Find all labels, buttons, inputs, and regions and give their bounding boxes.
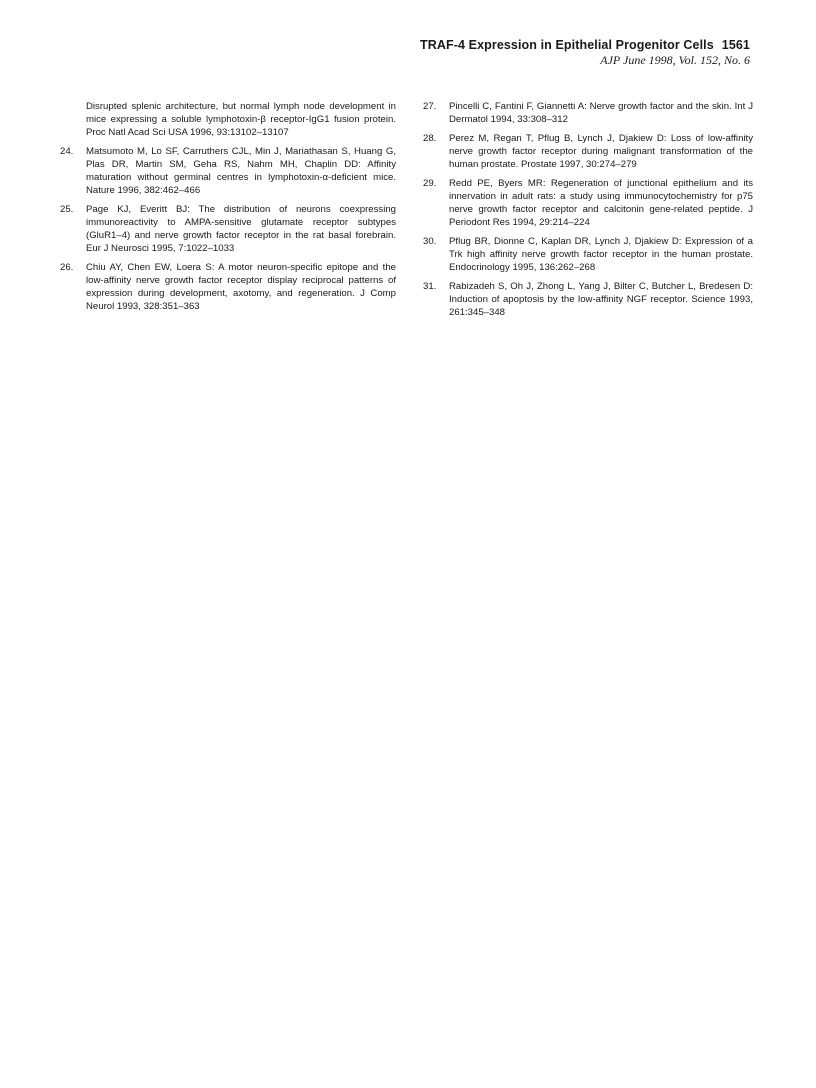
reference-number: 30.	[423, 236, 437, 247]
reference-entry	[423, 235, 753, 274]
journal-citation: AJP June 1998, Vol. 152, No. 6	[600, 53, 750, 67]
reference-number: 25.	[60, 204, 74, 215]
reference-text: Rabizadeh S, Oh J, Zhong L, Yang J, Bilter C, Butcher L, Bredesen D: Induction of apoptosis by the low-affinity NGF receptor. Science 1993, 261:345–348	[449, 281, 753, 318]
left-column	[60, 100, 396, 319]
reference-number: 26.	[60, 262, 74, 273]
running-head	[330, 38, 750, 67]
reference-text: Page KJ, Everitt BJ: The distribution of neurons coexpressing immunoreactivity to AMPA-sensitive glutamate receptor subtypes (GluR1–4) and nerve growth factor receptor in the rat basal forebrain. Eur J Neurosci 1995, 7:1022–1033	[86, 204, 396, 254]
reference-entry	[60, 145, 396, 197]
reference-entry	[60, 261, 396, 313]
reference-entry	[423, 100, 753, 126]
running-title: TRAF-4 Expression in Epithelial Progenitor Cells	[420, 38, 714, 52]
reference-entry	[60, 203, 396, 255]
reference-number: 28.	[423, 133, 437, 144]
page-number: 1561	[721, 38, 750, 52]
reference-text: Perez M, Regan T, Pflug B, Lynch J, Djakiew D: Loss of low-affinity nerve growth factor receptor during malignant transformation of the human prostate. Prostate 1997, 30:274–279	[449, 133, 753, 170]
reference-text: Pincelli C, Fantini F, Giannetti A: Nerve growth factor and the skin. Int J Dermatol 1994, 33:308–312	[449, 101, 753, 125]
reference-number: 29.	[423, 178, 437, 189]
reference-number: 27.	[423, 101, 437, 112]
running-title-line	[330, 38, 750, 53]
reference-entry	[423, 132, 753, 171]
reference-entry	[423, 177, 753, 229]
reference-text: Matsumoto M, Lo SF, Carruthers CJL, Min J, Mariathasan S, Huang G, Plas DR, Martin SM, Geha RS, Nahm MH, Chaplin DD: Affinity maturation without germinal centres in lymphotoxin-α-deficient mice. Nature 1996, 382:462–466	[86, 146, 396, 196]
reference-number: 24.	[60, 146, 74, 157]
reference-text: Redd PE, Byers MR: Regeneration of junctional epithelium and its innervation in adult rats: a study using immunocytochemistry for p75 nerve growth factor receptor and calcitonin gene-related peptide. J Periodont Res 1994, 29:214–224	[449, 178, 753, 228]
reference-number: 31.	[423, 281, 437, 292]
reference-text: Chiu AY, Chen EW, Loera S: A motor neuron-specific epitope and the low-affinity nerve growth factor receptor display reciprocal patterns of expression during development, axotomy, and regeneration. J Comp Neurol 1993, 328:351–363	[86, 262, 396, 312]
right-column	[423, 100, 753, 325]
reference-entry	[423, 280, 753, 319]
reference-text: Pflug BR, Dionne C, Kaplan DR, Lynch J, Djakiew D: Expression of a Trk high affinity nerve growth factor receptor in the human prostate. Endocrinology 1995, 136:262–268	[449, 236, 753, 273]
reference-continuation: Disrupted splenic architecture, but normal lymph node development in mice expressing a soluble lymphotoxin-β receptor-IgG1 fusion protein. Proc Natl Acad Sci USA 1996, 93:13102–13107	[86, 101, 396, 138]
